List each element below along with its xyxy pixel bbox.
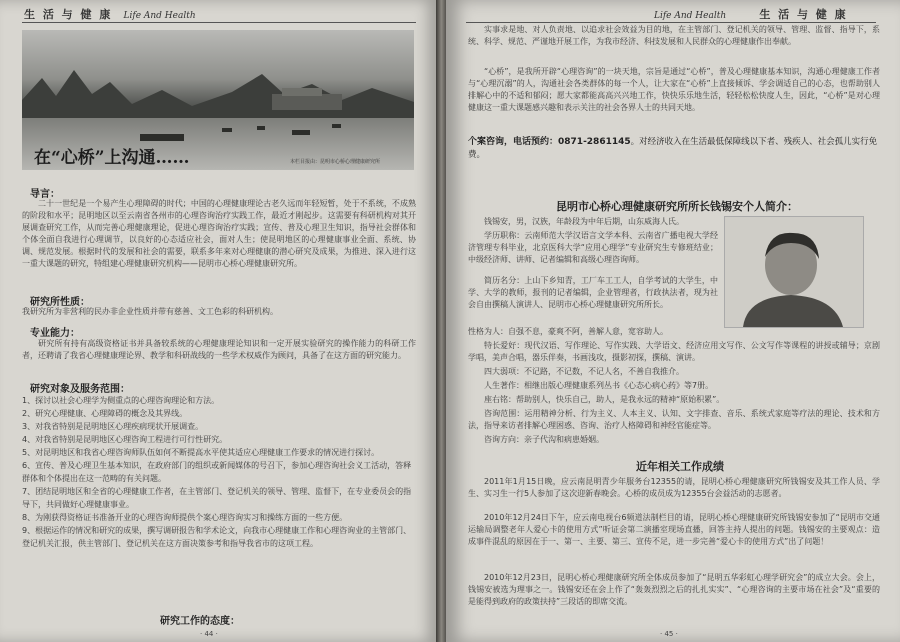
- scope-item: 9、根据运作的情况和研究的成果，撰写调研报告和学术论文，向我市心理健康工作和心理咨询业的主管部门、登记机关汇报，供主管部门、登记机关在这方面决策参考和指导我省市的这项工程。: [22, 526, 412, 548]
- bio-line: 钱锡安，男，汉族，年龄段为中年后期，山东威海人氏。: [484, 217, 684, 226]
- header-brand: 生 活 与 健 康: [759, 8, 848, 21]
- author-portrait: [724, 216, 864, 328]
- contact-note: 。对经济收入在生活最低保障线以下者、残疾人、社会孤儿实行免费。: [468, 137, 878, 160]
- bridge-text: “心桥”，是我所开辟“心理咨询”的一块天地，宗旨是通过“心桥”，普及心理健康基本知识，沟通心理健康工作者与“心理沉溺”的人，沟通社会各类群体的每一个人，让大家在“心桥”上直接倾诉、学会调适自己的心态，也帮助别人排解心中的不适和郁闷；愿大家都能高高兴兴地工作，快快乐乐地生活，轻轻松松快度人生，因此，“心桥”是对心理健康这一重大课题感兴趣和表示关注的社会各界人士的共同天地。: [468, 67, 880, 112]
- bio-title: 昆明市心桥心理健康研究所所长钱锡安个人简介：: [556, 200, 798, 213]
- photo-caption: 本栏目报由：昆明市心桥心理健康研究所: [290, 159, 381, 165]
- bio-line: 四大弱项：不记路，不记数，不记人名，不善自我推介。: [484, 367, 684, 376]
- scope-item: 4、对我省特别是昆明地区心理咨询工程进行可行性研究。: [22, 435, 228, 444]
- bio-line: 简历名分：上山下乡知青，工厂车工工人，自学考试的大学生，中学、大学的教师，报刊的记者编辑，企业管理者，行政执法者，现为社会自由撰稿人演讲人、昆明市心桥心理健康研究所所长。: [468, 276, 718, 309]
- nature-heading: 研究所性质：: [30, 297, 90, 308]
- header-rule: [466, 22, 876, 23]
- news-paragraph: 2011年1月15日晚，应云南昆明青少年服务台12355的请，昆明心桥心理健康研究所钱锡安及其工作人员、学生、实习生一行5人参加了这次迎新春晚会。心桥的成员成为12355台会益活动的志愿者。: [468, 477, 880, 498]
- bio-line: 人生著作：相继出版心理健康系列丛书《心态心病心药》等7册。: [484, 381, 714, 390]
- news-paragraph: 2010年12月24日下午，应云南电视台6频道法制栏目的请，昆明心桥心理健康研究所钱锡安参加了“昆明市交通运输局调整老年人爱心卡的使用方式”听证会第二演播室现场直播，回答主持人提出的问题。钱锡安的主要观点：造成事件混乱的原因在于一、第一、主要、第三、宣传不足，进一步完善“爱心卡的使用方式”出了问题！: [468, 513, 880, 546]
- nature-text: 我研究所为非营利的民办非企业性质并带有慈善、文工色彩的科研机构。: [22, 307, 278, 316]
- bio-line: 性格为人：自强不息，豪爽不阿，善解人意，宽容助人。: [468, 327, 668, 336]
- scope-item: 2、研究心理健康、心理障碍的概念及其界线。: [22, 409, 188, 418]
- scope-item: 7、团结昆明地区和全省的心理健康工作者，在主管部门、登记机关的领导、管理、监督下，在专业委员会的指导下，共同做好心理健康事业。: [22, 487, 412, 509]
- header-brand: 生 活 与 健 康: [24, 8, 113, 21]
- scope-list: [22, 394, 416, 550]
- right-running-header: [646, 6, 848, 22]
- page-number: · 44 ·: [200, 630, 218, 638]
- left-page: [0, 0, 438, 642]
- bio-line: 学历职称：云南师范大学汉语言文学本科、云南省广播电视大学经济管理专科毕业，北京医科大学“应用心理学”专业研究生专修班结业；中级经济师、讲师、记者编辑和高级心理咨询师。: [468, 231, 718, 264]
- bio-line: 座右铭：帮助别人，快乐自己，助人，是我永远的精神“原始积累”。: [484, 395, 725, 404]
- strength-text: 研究所有持有高级资格证书并具备较系统的心理健康理论知识和一定开展实验研究的操作能力的科研工作者，还聘请了我省心理健康理论界、教学和科研战线的一些学术权威作为顾问，具备了在这方面的研究能力。: [22, 339, 416, 360]
- header-rule: [22, 22, 416, 23]
- right-page: [446, 0, 900, 642]
- contact-phone: 0871-2861145: [558, 137, 631, 147]
- attitude-text: 实事求是地、对人负责地、以追求社会效益为目的地，在主管部门、登记机关的领导、管理、监督、指导下，系统、科学、规范、严谨地开展工作，为我市经济、科技发展和人民群众的心理健康作出奉献。: [468, 25, 880, 46]
- contact-line: [468, 136, 880, 162]
- news-paragraph: 2010年12月23日，昆明心桥心理健康研究所全体成员参加了“昆明五华彩虹心理学研究会”的成立大会。会上，钱锡安被选为理事之一。钱锡安还在会上作了“轰轰烈烈之后的扎扎实实”、“心理咨询的主要市场在社会”及“重要的是能得到政府的政策扶持”三段话的即席交流。: [468, 573, 880, 606]
- scope-item: 8、为刚获得资格证书准备开业的心理咨询师提供个案心理咨询实习和操练方面的一些方便。: [22, 513, 348, 522]
- portrait-image: [725, 217, 863, 327]
- scope-heading: 研究对象及服务范围：: [30, 384, 130, 395]
- intro-text: 二十一世纪是一个易产生心理障碍的时代；中国的心理健康理论古老久远而年轻短暂，处于不系统，不成熟的阶段和水平；昆明地区以至云南省各州市的心理咨询治疗实践工作，最近才刚起步。这需要有科研机构对其开展调查研究工作，从而完善心理健康理论，促进心理咨询治疗实践；宣传、普及心理卫生知识，指导社会群体和个体全面自我进行心理调节，以良好的心态适应社会，面对人生；使昆明地区的心理健康事业全面、系统、协调、规范发展。根据时代的发展和社会的需要，联系多年来对心理健康的潜心研究及成果，为推进、深入进行这一重大课题的研究，特组建心理健康研究机构——昆明市心桥心理健康研究所。: [22, 199, 416, 268]
- achievements-title: 近年相关工作成绩: [636, 460, 724, 473]
- page-number: · 45 ·: [660, 630, 678, 638]
- strength-heading: 专业能力：: [30, 328, 80, 339]
- scope-item: 3、对我省特别是昆明地区心理疾病现状开展调查。: [22, 422, 204, 431]
- scope-item: 6、宣传、普及心理卫生基本知识，在政府部门的组织或新闻媒体的号召下，参加心理咨询社会义工活动，答释群体和个体提出在这一范畴的有关问题。: [22, 461, 412, 483]
- header-tagline: Life And Health: [654, 11, 727, 21]
- left-running-header: [24, 6, 196, 22]
- scope-item: 1、探讨以社会心理学为侧重点的心理咨询理论和方法。: [22, 396, 220, 405]
- bio-line: 咨询方向：亲子代沟和病患婚姻。: [484, 435, 604, 444]
- feature-title: 在“心桥”上沟通……: [34, 148, 190, 168]
- header-tagline: Life And Health: [123, 11, 196, 21]
- intro-heading: 导言：: [30, 189, 60, 200]
- contact-label: 个案咨询，电话预约：: [468, 137, 559, 147]
- scope-item: 5、对昆明地区和我省心理咨询师队伍如何不断提高水平使其适应心理健康工作要求的情况进行探讨。: [22, 448, 380, 457]
- attitude-heading: 研究工作的态度：: [160, 616, 240, 627]
- bio-line: 特长爱好：现代汉语、写作理论、写作实践、大学语文、经济应用文写作、公文写作等课程的讲授或辅导；京剧学唱，美声合唱，器乐伴奏，书画浅攻，摄影初探，撰稿、演讲。: [468, 341, 880, 362]
- bio-line: 咨询范围：运用精神分析、行为主义、人本主义、认知、文字排查、音乐、系统式家庭等疗法的理论、技术和方法，指导来访者排解心理困惑、咨询、治疗人格障碍和神经官能症等。: [468, 409, 880, 430]
